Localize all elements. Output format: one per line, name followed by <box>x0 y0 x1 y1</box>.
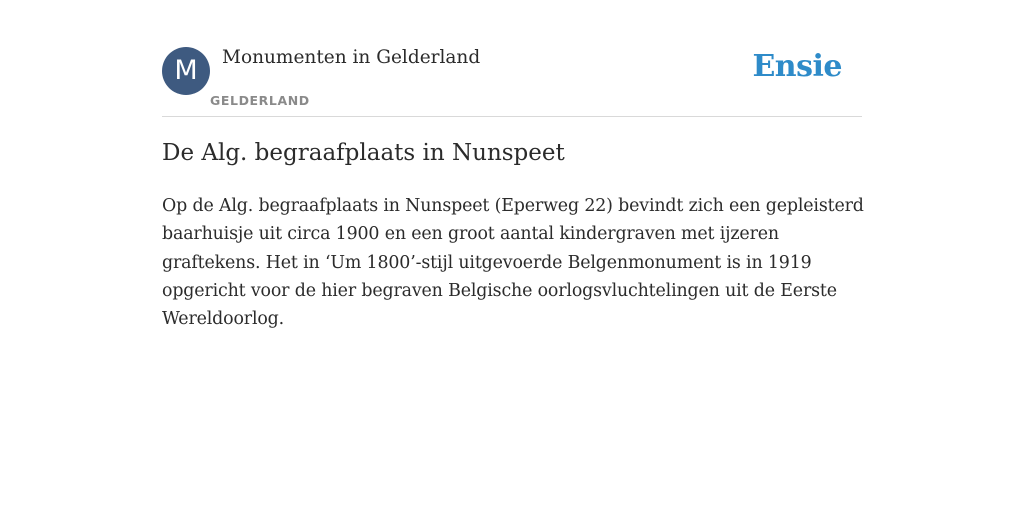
article-body: Op de Alg. begraafplaats in Nunspeet (Eperweg 22) bevindt zich een gepleisterd baarhuisje uit circa 1900 en een groot aantal kindergraven met ijzeren graftekens. Het in ‘Um 1800’-stijl uitgevoerde Belgenmonument is in 1919 opgericht voor de hier begraven Belgische oorlogsvluchtelingen uit de Eerste Wereldoorlog. <box>162 196 864 330</box>
collection-title-link[interactable]: Monumenten in Gelderland <box>222 47 481 68</box>
header <box>162 47 862 117</box>
avatar[interactable]: M <box>162 47 210 95</box>
article-title: De Alg. begraafplaats in Nunspeet <box>162 140 565 166</box>
brand-logo[interactable]: Ensie <box>752 49 842 84</box>
category-link[interactable]: GELDERLAND <box>210 93 310 108</box>
